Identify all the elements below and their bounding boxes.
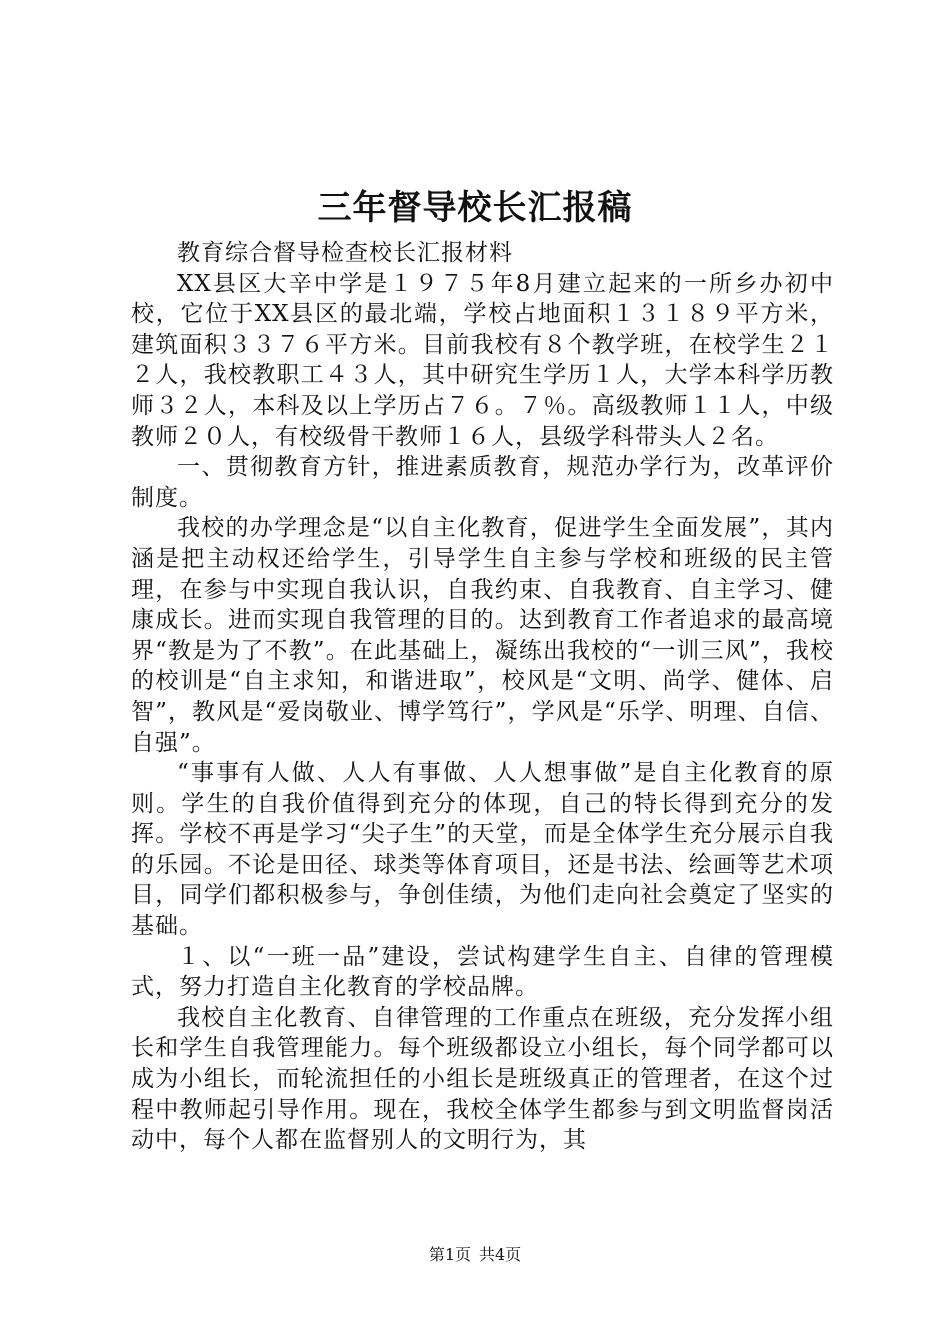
paragraph-class-management: 我校自主化教育、自律管理的工作重点在班级，充分发挥小组长和学生自我管理能力。每个班级都设立小组长，每个同学都可以成为小组长，而轮流担任的小组长是班级真正的管理者，在这个过程中教师起引导作用。现在，我校全体学生都参与到文明监督岗活动中，每个人都在监督别人的文明行为，其 bbox=[131, 1004, 834, 1154]
document-title: 三年督导校长汇报稿 bbox=[317, 188, 633, 228]
paragraph-heading-1: 一、贯彻教育方针，推进素质教育，规范办学行为，改革评价制度。 bbox=[131, 454, 834, 511]
paragraph-school-intro: XX县区大辛中学是１９７５年8月建立起来的一所乡办初中校，它位于XX县区的最北端，学校占地面积１３１８９平方米，建筑面积３３７６平方米。目前我校有８个教学班，在校学生２１２人，我校教职工４３人，其中研究生学历１人，大学本科学历教师３２人，本科及以上学历占７６。７％。高级教师１１人，中级教师２０人，有校级骨干教师１６人，县级学科带头人２名。 bbox=[131, 270, 834, 450]
paragraph-principle: “事事有人做、人人有事做、人人想事做”是自主化教育的原则。学生的自我价值得到充分的体现，自己的特长得到充分的发挥。学校不再是学习“尖子生”的天堂，而是全体学生充分展示自我的乐园。不论是田径、球类等体育项目，还是书法、绘画等艺术项目，同学们都积极参与，争创佳绩，为他们走向社会奠定了坚实的基础。 bbox=[131, 760, 834, 940]
paragraph-philosophy: 我校的办学理念是“以自主化教育，促进学生全面发展”，其内涵是把主动权还给学生，引导学生自主参与学校和班级的民主管理，在参与中实现自我认识，自我约束、自我教育、自主学习、健康成长。进而实现自我管理的目的。达到教育工作者追求的最高境界“教是为了不教”。在此基础上，凝练出我校的“一训三风”，我校的校训是“自主求知，和谐进取”，校风是“文明、尚学、健体、启智”，教风是“爱岗敬业、博学笃行”，学风是“乐学、明理、自信、自强”。 bbox=[131, 515, 834, 756]
page-total: 共4页 bbox=[479, 1245, 522, 1264]
paragraph-heading-1-1: １、以“一班一品”建设，尝试构建学生自主、自律的管理模式，努力打造自主化教育的学校品牌。 bbox=[131, 943, 834, 1001]
page-footer bbox=[0, 1245, 950, 1265]
page-number: 第1页 bbox=[428, 1245, 471, 1264]
document-body bbox=[131, 238, 834, 1156]
paragraph-subtitle: 教育综合督导检查校长汇报材料 bbox=[177, 240, 513, 266]
